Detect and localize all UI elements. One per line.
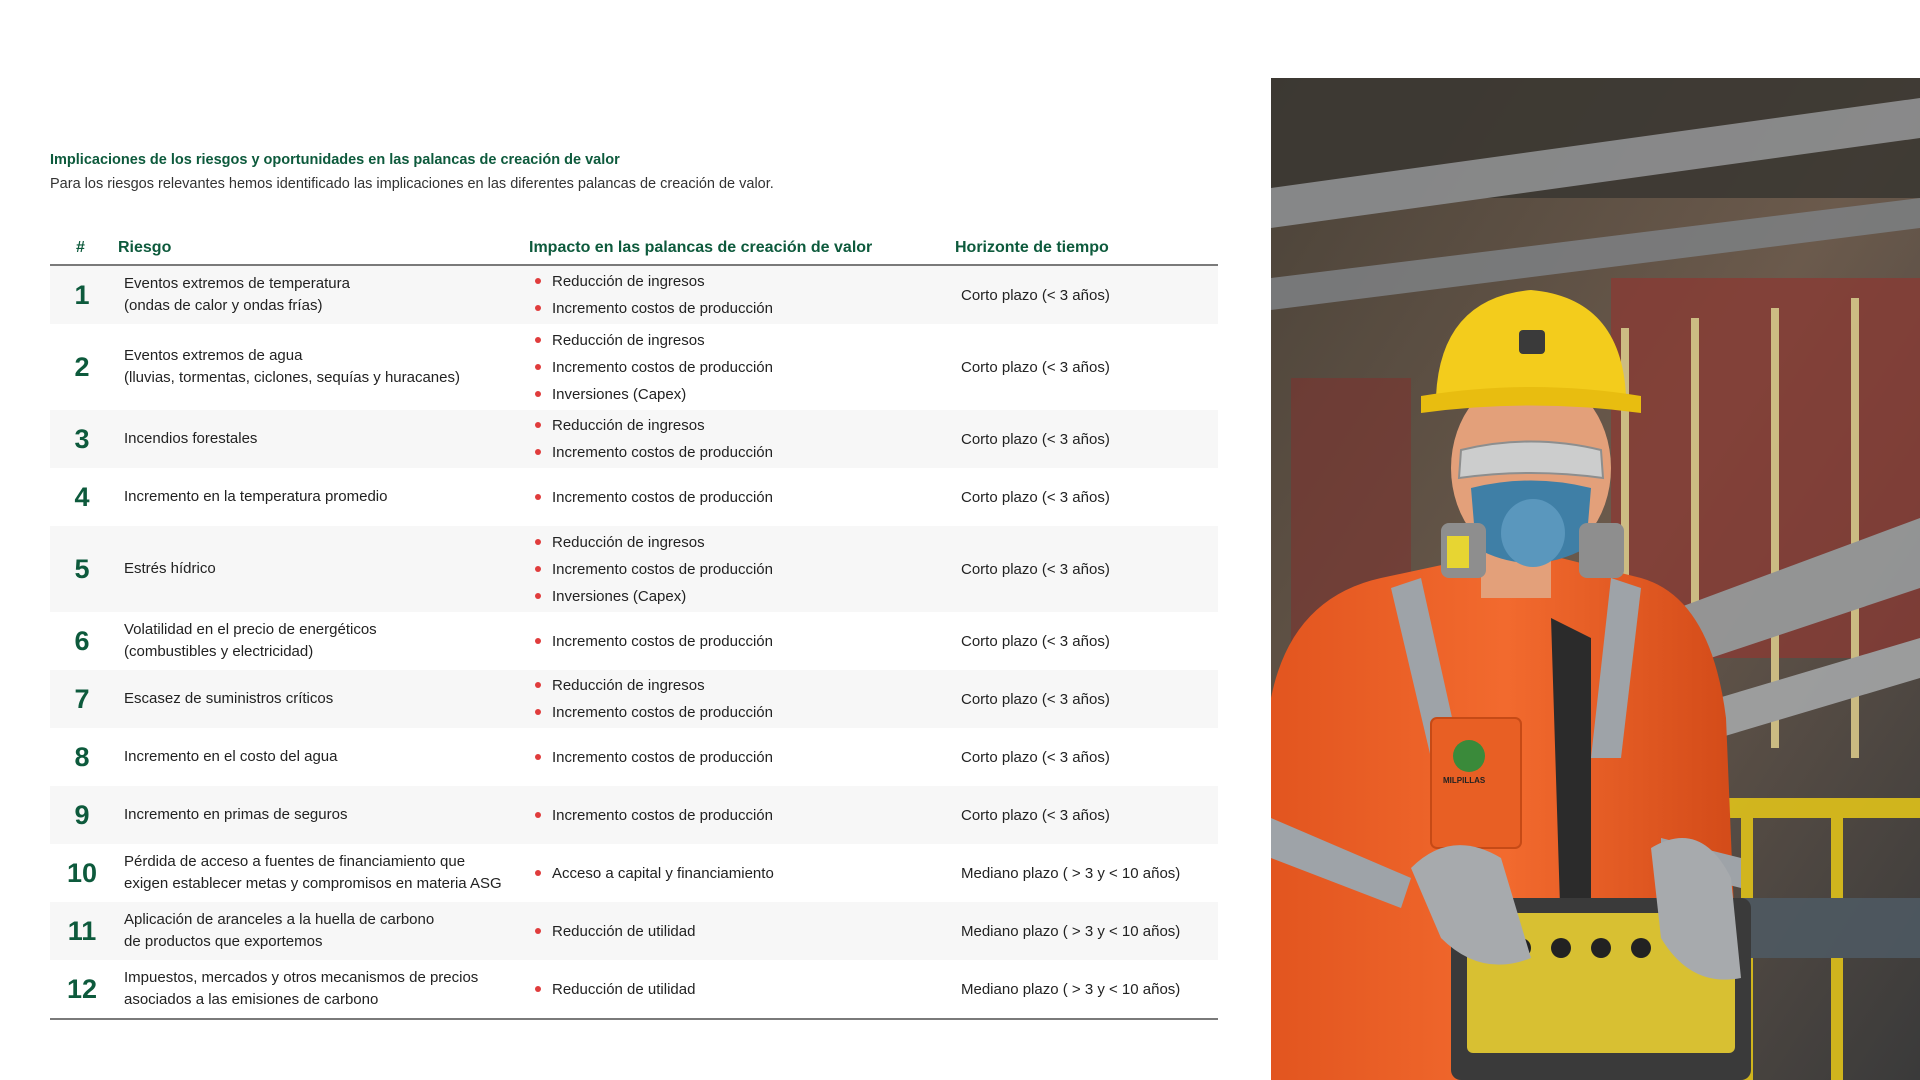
riesgo-line: Estrés hídrico [124, 560, 216, 577]
riesgo-line: Incendios forestales [124, 430, 258, 447]
row-impacto-list [534, 529, 934, 610]
row-riesgo [124, 851, 544, 895]
row-number: 3 [74, 423, 90, 454]
row-impacto-list [534, 484, 934, 511]
table-row [50, 324, 1218, 410]
row-horizonte: Corto plazo (< 3 años) [961, 488, 1110, 506]
riesgo-line: (lluvias, tormentas, ciclones, sequías y huracanes) [124, 369, 460, 386]
impacto-item: Reducción de utilidad [534, 918, 934, 945]
row-horizonte: Mediano plazo ( > 3 y < 10 años) [961, 864, 1181, 882]
riesgo-line: Escasez de suministros críticos [124, 690, 334, 707]
row-riesgo [124, 804, 544, 826]
riesgo-line: (ondas de calor y ondas frías) [124, 297, 323, 314]
impacto-item: Inversiones (Capex) [534, 381, 934, 408]
row-number: 6 [74, 625, 90, 656]
table-row [50, 844, 1218, 902]
row-impacto-list [534, 327, 934, 408]
row-horizonte: Corto plazo (< 3 años) [961, 632, 1110, 650]
page-heading: Implicaciones de los riesgos y oportunidades en las palancas de creación de valor [50, 152, 620, 168]
row-impacto-list [534, 268, 934, 322]
table-row [50, 266, 1218, 324]
table-row [50, 410, 1218, 468]
table-row [50, 960, 1218, 1018]
impacto-item: Incremento costos de producción [534, 628, 934, 655]
riesgo-line: Incremento en el costo del agua [124, 748, 338, 765]
row-horizonte: Corto plazo (< 3 años) [961, 806, 1110, 824]
column-header-horizonte: Horizonte de tiempo [955, 239, 1109, 256]
row-number: 4 [74, 481, 90, 512]
row-riesgo [124, 619, 544, 663]
row-horizonte: Corto plazo (< 3 años) [961, 286, 1110, 304]
row-number: 9 [74, 799, 90, 830]
row-impacto-list [534, 672, 934, 726]
impacto-item: Reducción de ingresos [534, 529, 934, 556]
impacto-item: Reducción de ingresos [534, 672, 934, 699]
row-impacto-list [534, 860, 934, 887]
impacto-item: Incremento costos de producción [534, 439, 934, 466]
riesgo-line: Eventos extremos de agua [124, 347, 303, 364]
riesgo-line: Volatilidad en el precio de energéticos [124, 621, 377, 638]
row-number: 11 [67, 915, 97, 946]
column-header-impacto: Impacto en las palancas de creación de valor [529, 239, 873, 256]
impacto-item: Incremento costos de producción [534, 802, 934, 829]
page-subheading: Para los riesgos relevantes hemos identificado las implicaciones en las diferentes palancas de creación de valor. [50, 176, 774, 192]
impacto-item: Acceso a capital y financiamiento [534, 860, 934, 887]
row-riesgo [124, 746, 544, 768]
row-number: 8 [74, 741, 90, 772]
row-number: 7 [74, 683, 90, 714]
riesgo-line: asociados a las emisiones de carbono [124, 991, 379, 1008]
table-header [50, 236, 1218, 266]
row-horizonte: Corto plazo (< 3 años) [961, 560, 1110, 578]
row-riesgo [124, 345, 544, 389]
row-riesgo [124, 688, 544, 710]
worker-photo [1271, 78, 1920, 1080]
impacto-item: Incremento costos de producción [534, 699, 934, 726]
riesgo-line: Impuestos, mercados y otros mecanismos de precios [124, 969, 479, 986]
row-number: 2 [74, 351, 90, 382]
row-number: 1 [74, 279, 90, 310]
row-riesgo [124, 486, 544, 508]
row-horizonte: Corto plazo (< 3 años) [961, 430, 1110, 448]
row-riesgo [124, 558, 544, 580]
riesgo-line: (combustibles y electricidad) [124, 643, 314, 660]
impacto-item: Incremento costos de producción [534, 484, 934, 511]
row-impacto-list [534, 628, 934, 655]
impacto-item: Incremento costos de producción [534, 744, 934, 771]
table-row [50, 612, 1218, 670]
table-row [50, 670, 1218, 728]
row-number: 10 [66, 857, 98, 888]
patch-label: MILPILLAS [1443, 776, 1486, 785]
column-header-riesgo: Riesgo [118, 239, 172, 256]
riesgo-line: Aplicación de aranceles a la huella de carbono [124, 911, 435, 928]
column-header-number: # [76, 239, 85, 256]
riesgo-line: de productos que exportemos [124, 933, 323, 950]
row-horizonte: Mediano plazo ( > 3 y < 10 años) [961, 922, 1181, 940]
row-horizonte: Corto plazo (< 3 años) [961, 748, 1110, 766]
riesgo-line: Pérdida de acceso a fuentes de financiamiento que [124, 853, 466, 870]
row-number: 5 [74, 553, 90, 584]
table-row [50, 786, 1218, 844]
impacto-item: Incremento costos de producción [534, 354, 934, 381]
row-number: 12 [66, 973, 98, 1004]
impacto-item: Incremento costos de producción [534, 556, 934, 583]
row-riesgo [124, 967, 544, 1011]
impacto-item: Reducción de utilidad [534, 976, 934, 1003]
impacto-item: Incremento costos de producción [534, 295, 934, 322]
row-horizonte: Corto plazo (< 3 años) [961, 358, 1110, 376]
impacto-item: Reducción de ingresos [534, 412, 934, 439]
row-horizonte: Mediano plazo ( > 3 y < 10 años) [961, 980, 1181, 998]
table-row [50, 468, 1218, 526]
row-riesgo [124, 428, 544, 450]
table-row [50, 728, 1218, 786]
row-impacto-list [534, 918, 934, 945]
riesgo-line: exigen establecer metas y compromisos en materia ASG [124, 875, 502, 892]
row-riesgo [124, 909, 544, 953]
riesgo-line: Incremento en la temperatura promedio [124, 488, 388, 505]
row-impacto-list [534, 976, 934, 1003]
row-impacto-list [534, 744, 934, 771]
impacto-item: Reducción de ingresos [534, 327, 934, 354]
impacto-item: Reducción de ingresos [534, 268, 934, 295]
table-body [50, 266, 1218, 1018]
riesgo-line: Incremento en primas de seguros [124, 806, 348, 823]
impacto-item: Inversiones (Capex) [534, 583, 934, 610]
table-bottom-rule [50, 1018, 1218, 1020]
row-impacto-list [534, 412, 934, 466]
table-row [50, 526, 1218, 612]
row-impacto-list [534, 802, 934, 829]
row-riesgo [124, 273, 544, 317]
risk-table [50, 236, 1218, 1020]
row-horizonte: Corto plazo (< 3 años) [961, 690, 1110, 708]
table-row [50, 902, 1218, 960]
riesgo-line: Eventos extremos de temperatura [124, 275, 350, 292]
